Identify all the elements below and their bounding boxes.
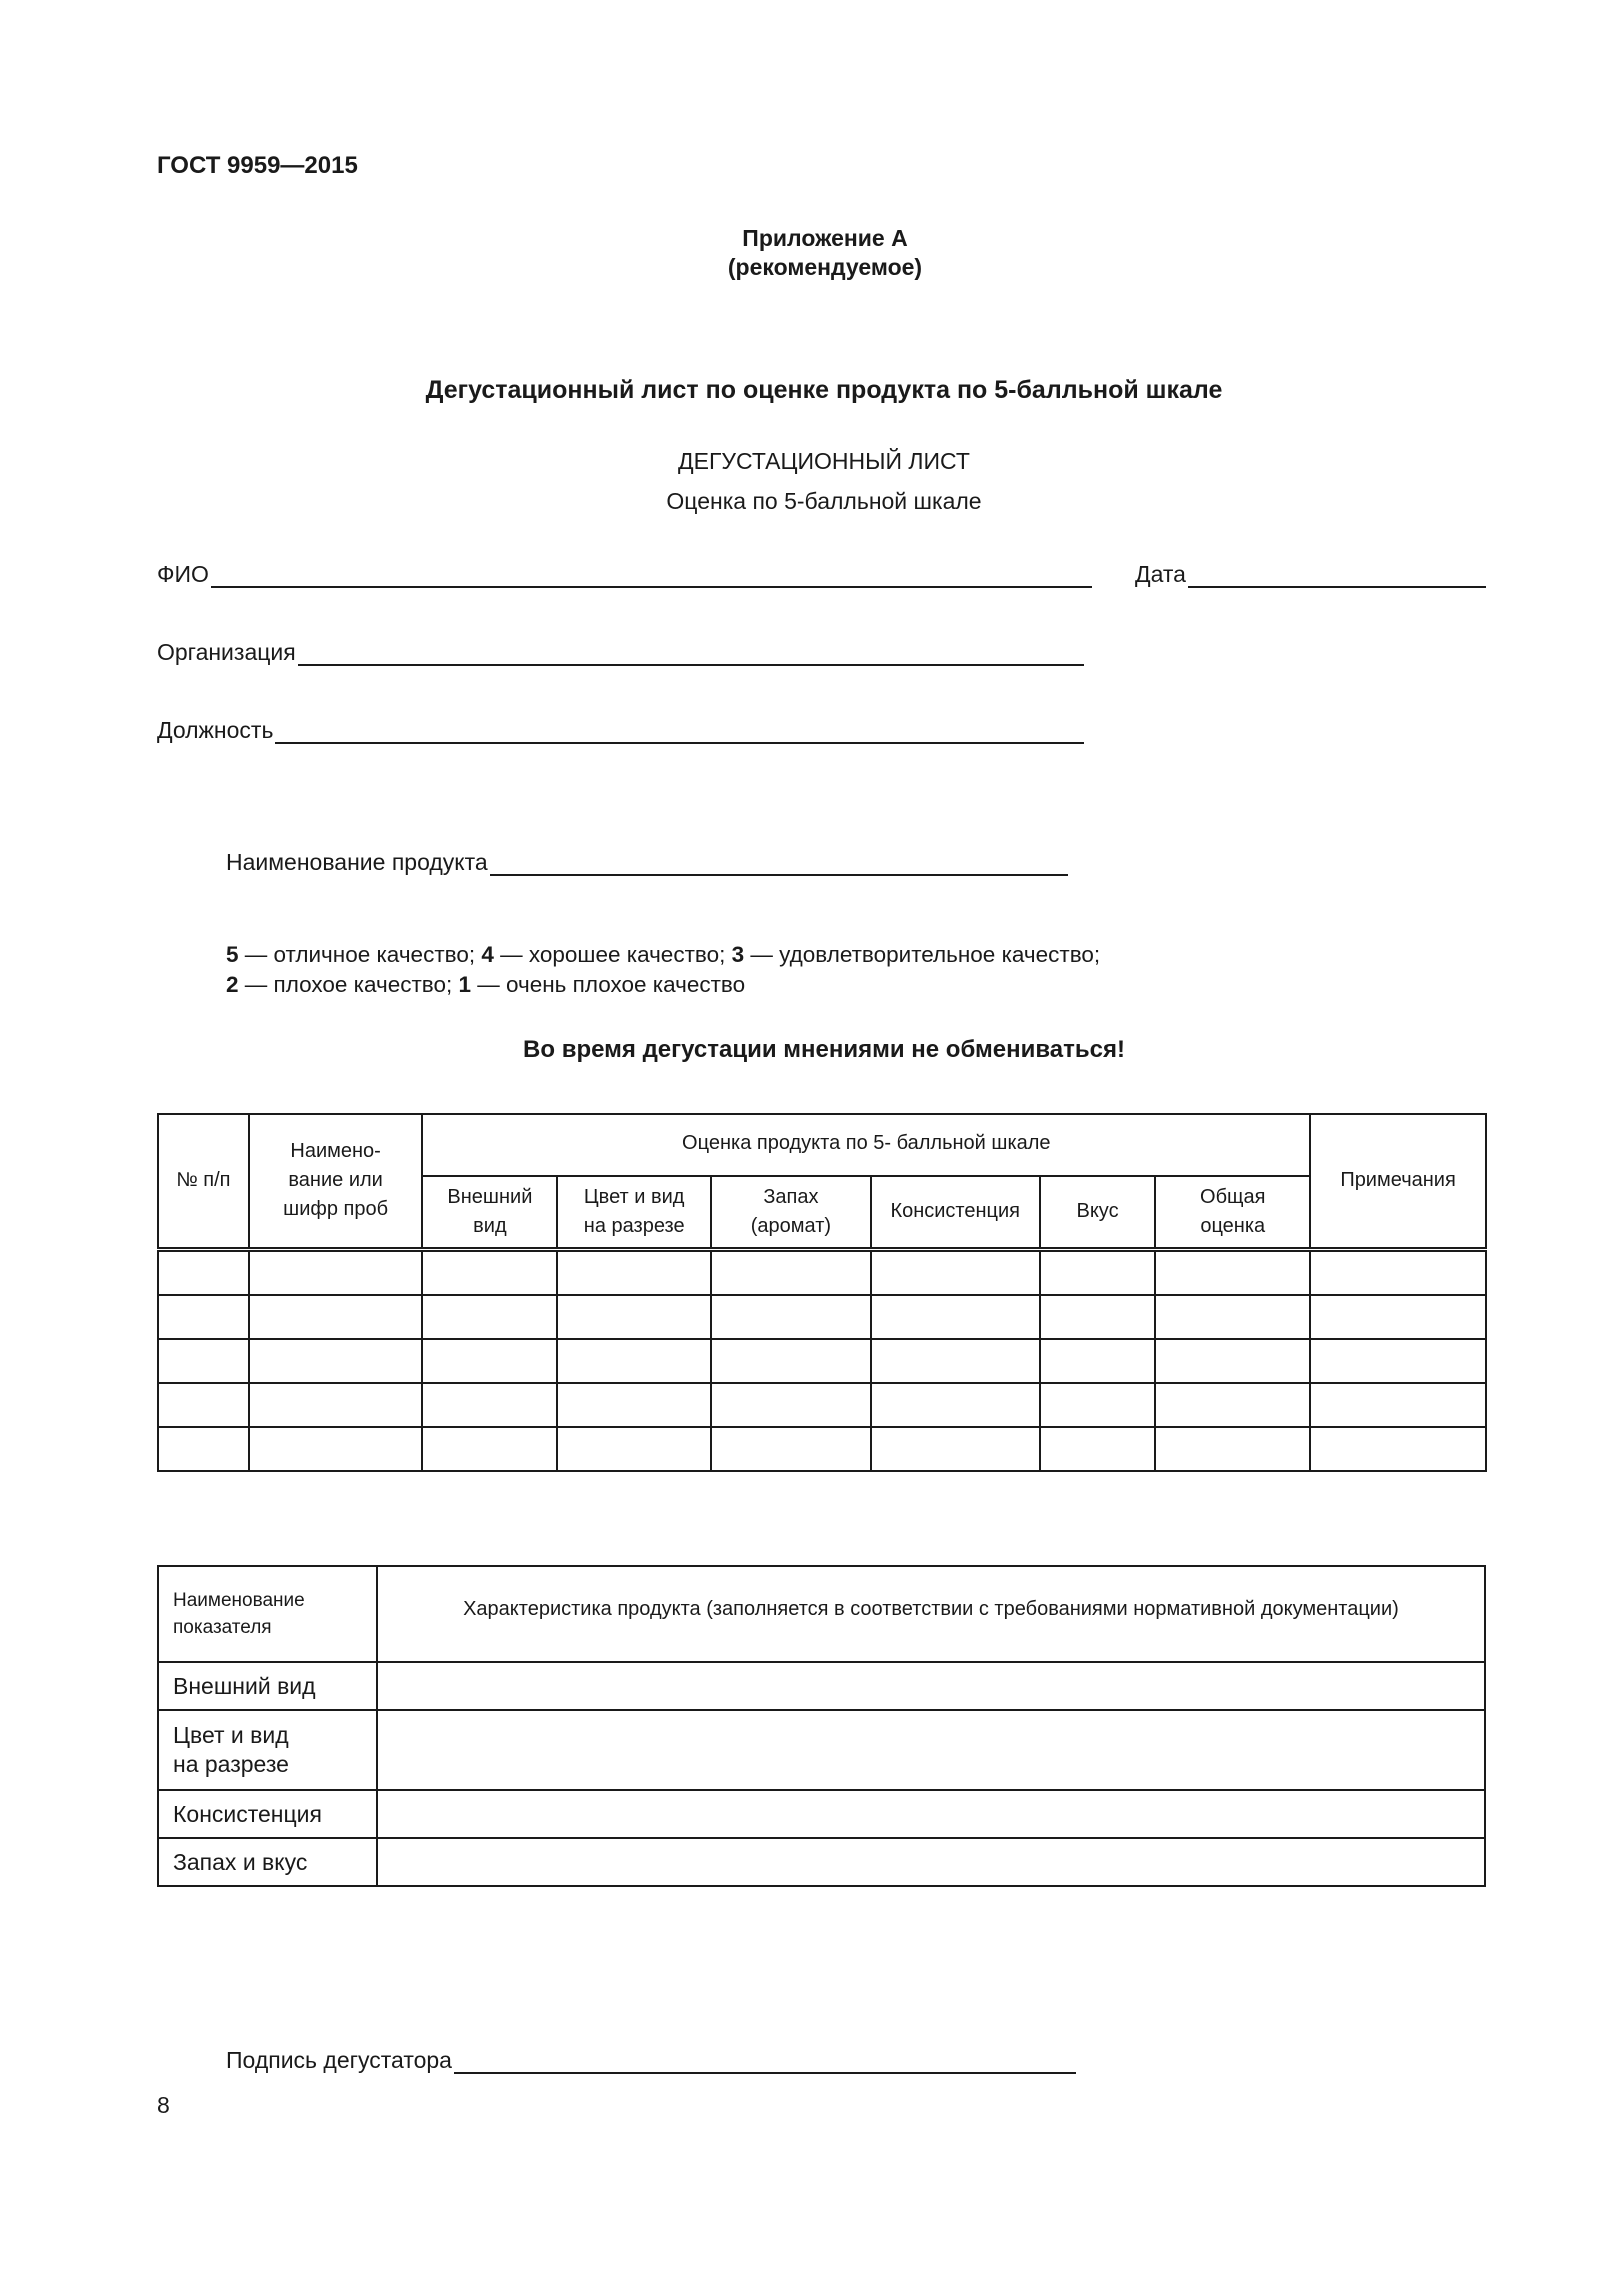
characteristic-cell[interactable] <box>377 1838 1485 1886</box>
product-name-field <box>226 848 1068 876</box>
header-consistency: Консистенция <box>871 1176 1040 1249</box>
organization-line[interactable] <box>298 640 1084 666</box>
date-line[interactable] <box>1188 562 1486 588</box>
signature-field <box>226 2046 1076 2074</box>
organization-label: Организация <box>157 639 296 665</box>
header-row-number: № п/п <box>158 1114 249 1249</box>
document-code: ГОСТ 9959—2015 <box>157 152 358 179</box>
header-total-score: Общая оценка <box>1155 1176 1310 1249</box>
header-smell: Запах (аромат) <box>711 1176 871 1249</box>
position-field <box>157 716 1084 744</box>
date-field <box>1135 560 1486 588</box>
characteristics-table <box>157 1565 1486 1887</box>
table-row <box>158 1249 1486 1295</box>
sheet-subtitle: Оценка по 5-балльной шкале <box>666 488 982 514</box>
indicator-label: Консистенция <box>158 1790 377 1838</box>
header-appearance: Внешний вид <box>422 1176 557 1249</box>
characteristic-cell[interactable] <box>377 1710 1485 1790</box>
header-sample-name: Наимено- вание или шифр проб <box>249 1114 423 1249</box>
indicator-label: Цвет и вид на разрезе <box>158 1710 377 1790</box>
grade-num: 1 <box>458 972 471 997</box>
date-label: Дата <box>1135 561 1186 587</box>
table-row <box>158 1427 1486 1471</box>
indicator-label: Запах и вкус <box>158 1838 377 1886</box>
header-color-cut: Цвет и вид на разрезе <box>557 1176 711 1249</box>
position-line[interactable] <box>275 718 1084 744</box>
grade-text: — отличное качество; <box>238 942 482 967</box>
fio-line[interactable] <box>211 562 1092 588</box>
grading-line-1 <box>226 940 1100 970</box>
header-indicator-name: Наименование показателя <box>158 1566 377 1662</box>
table-row <box>158 1383 1486 1427</box>
product-name-line[interactable] <box>490 850 1068 876</box>
header-taste: Вкус <box>1040 1176 1156 1249</box>
table-row <box>158 1662 1485 1710</box>
grade-text: — хорошее качество; <box>493 942 732 967</box>
annex-subtitle: (рекомендуемое) <box>727 254 923 280</box>
grade-text: — плохое качество; <box>238 972 459 997</box>
signature-line[interactable] <box>454 2048 1076 2074</box>
table-row <box>158 1339 1486 1383</box>
table-row <box>158 1790 1485 1838</box>
fio-field <box>157 560 1092 588</box>
indicator-label: Внешний вид <box>158 1662 377 1710</box>
grade-num: 4 <box>481 942 494 967</box>
fio-label: ФИО <box>157 561 209 587</box>
warning-text: Во время дегустации мнениями не обмениваться! <box>523 1036 1125 1063</box>
table-row <box>158 1838 1485 1886</box>
sheet-title: ДЕГУСТАЦИОННЫЙ ЛИСТ <box>678 448 970 474</box>
position-label: Должность <box>157 717 274 743</box>
header-score-group: Оценка продукта по 5- балльной шкале <box>422 1114 1310 1176</box>
header-product-characteristic: Характеристика продукта (заполняется в соответствии с требованиями нормативной документации) <box>377 1566 1485 1662</box>
grading-line-2 <box>226 970 1100 1000</box>
grade-num: 2 <box>226 972 239 997</box>
product-name-label: Наименование продукта <box>226 849 488 875</box>
main-title: Дегустационный лист по оценке продукта по 5-балльной шкале <box>425 376 1223 404</box>
grading-scale <box>226 940 1100 1000</box>
characteristic-cell[interactable] <box>377 1790 1485 1838</box>
organization-field <box>157 638 1084 666</box>
table-row <box>158 1710 1485 1790</box>
grade-text: — удовлетворительное качество; <box>744 942 1101 967</box>
characteristic-cell[interactable] <box>377 1662 1485 1710</box>
annex-title: Приложение А <box>742 225 908 251</box>
signature-label: Подпись дегустатора <box>226 2047 452 2073</box>
page-number: 8 <box>157 2092 170 2118</box>
table-row <box>158 1295 1486 1339</box>
score-table <box>157 1113 1487 1472</box>
grade-num: 5 <box>226 942 239 967</box>
grade-text: — очень плохое качество <box>471 972 746 997</box>
grade-num: 3 <box>731 942 745 967</box>
header-notes: Примечания <box>1310 1114 1486 1249</box>
